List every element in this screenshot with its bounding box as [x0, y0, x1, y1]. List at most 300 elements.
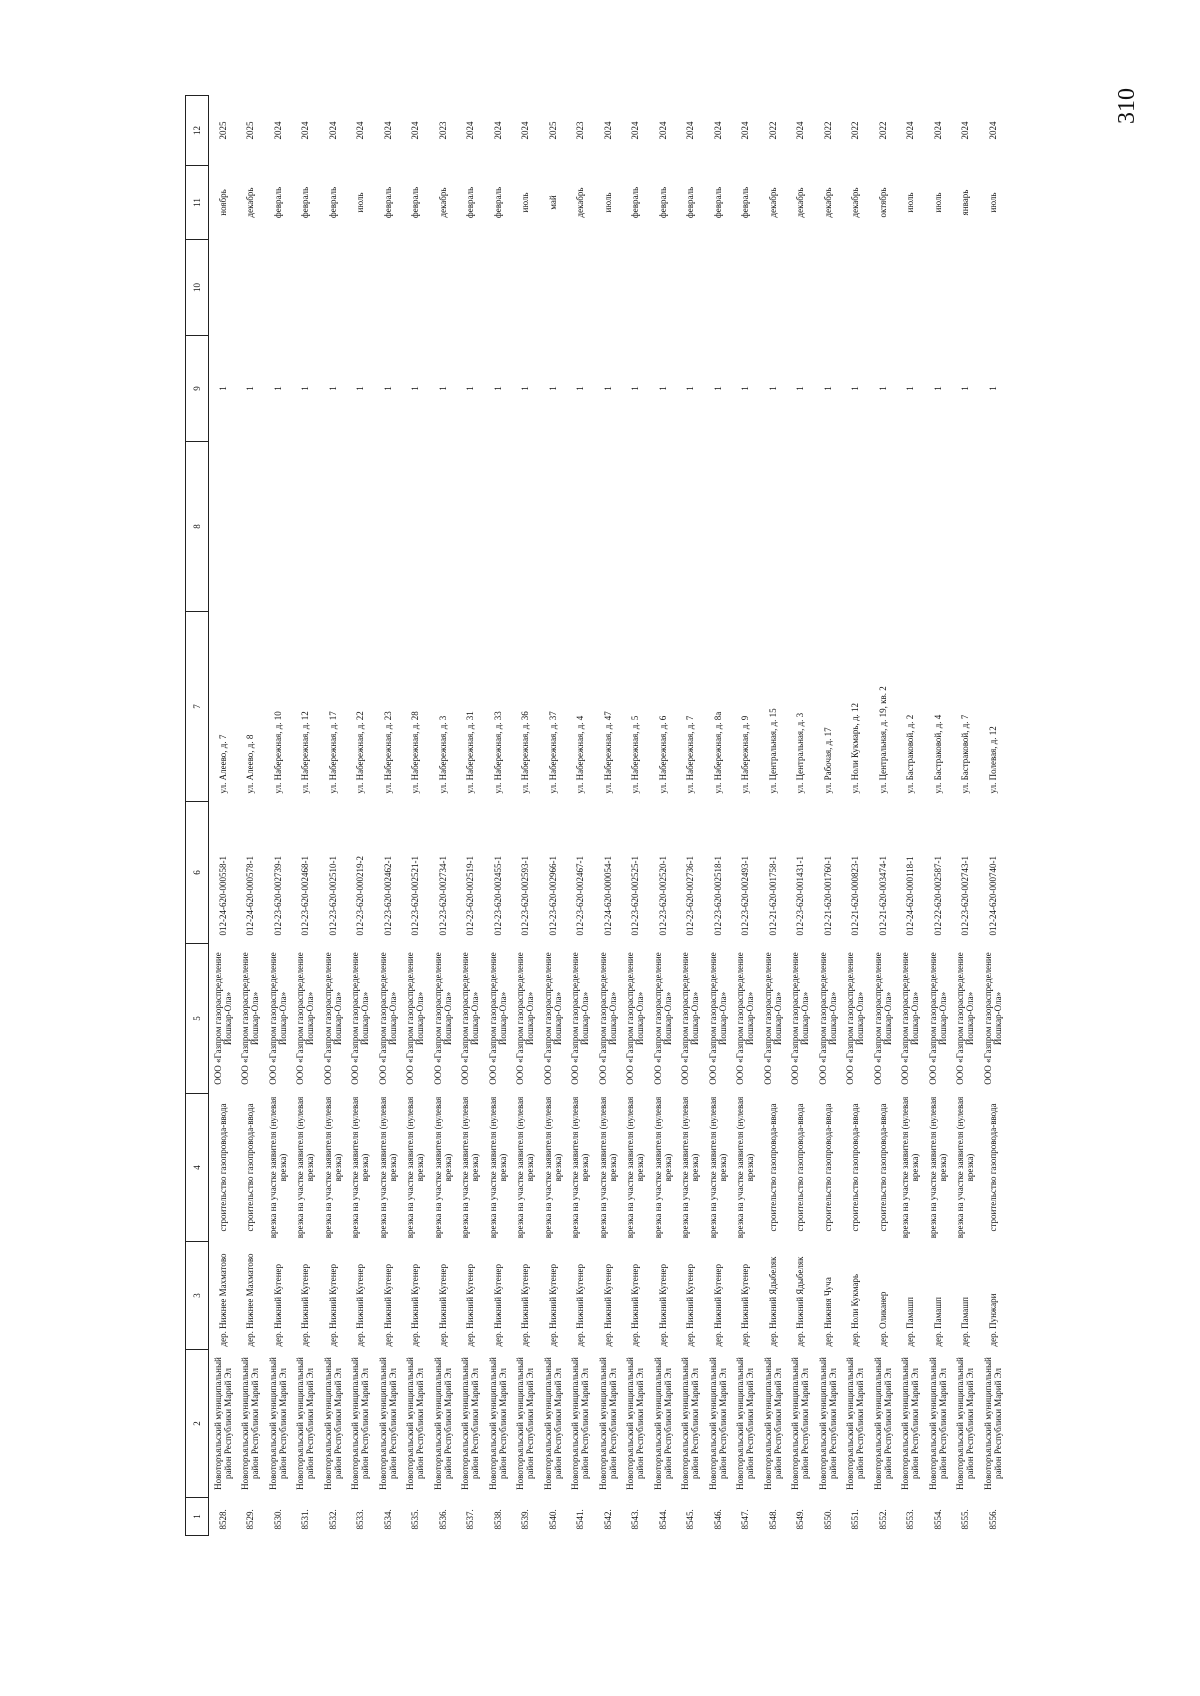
table-row: [402, 96, 430, 1536]
month-cell: декабрь: [767, 187, 778, 218]
district-cell: Новоторъяльский муниципальный район Республики Марий Эл: [872, 1357, 893, 1490]
owner-cell: ООО «Газпром газораспределение Йошкар-Ола»: [515, 952, 536, 1085]
district-cell: Новоторъяльский муниципальный район Республики Марий Эл: [295, 1357, 316, 1490]
quantity-cell: 1: [245, 386, 256, 391]
year-cell: 2022: [877, 121, 888, 140]
row-number: 8540.: [547, 1509, 558, 1530]
row-number: 8531.: [300, 1509, 311, 1530]
owner-cell: ООО «Газпром газораспределение Йошкар-Ола»: [927, 952, 948, 1085]
locality-cell: дер. Нижний Кугенер: [492, 1263, 503, 1347]
district-cell: Новоторъяльский муниципальный район Республики Марий Эл: [405, 1357, 426, 1490]
work-type-cell: врезка на участке заявителя (нулевая врезка): [405, 1096, 426, 1239]
owner-cell: ООО «Газпром газораспределение Йошкар-Ола»: [790, 952, 811, 1085]
column-10-cell: [814, 240, 842, 336]
column-10-cell: [842, 240, 870, 336]
row-number: 8544.: [657, 1509, 668, 1530]
address-cell: ул. Набережная, д. 22: [355, 711, 366, 794]
month-cell: февраль: [327, 186, 338, 219]
row-number: 8529.: [245, 1509, 256, 1530]
district-cell: Новоторъяльский муниципальный район Республики Марий Эл: [350, 1357, 371, 1490]
work-type-cell: врезка на участке заявителя (нулевая врезка): [900, 1096, 921, 1239]
quantity-cell: 1: [932, 386, 943, 391]
year-cell: 2024: [932, 121, 943, 140]
quantity-cell: 1: [465, 386, 476, 391]
district-cell: Новоторъяльский муниципальный район Республики Марий Эл: [240, 1357, 261, 1490]
locality-cell: дер. Ноли Кукмарь: [850, 1274, 861, 1347]
table-row: [484, 96, 512, 1536]
column-8-cell: [567, 442, 595, 612]
row-number: 8547.: [740, 1509, 751, 1530]
column-header-1: 1: [186, 1498, 209, 1536]
code-cell: 012-24-620-000558-1: [217, 856, 228, 936]
column-8-cell: [759, 442, 787, 612]
year-cell: 2024: [300, 121, 311, 140]
district-cell: Новоторъяльский муниципальный район Республики Марий Эл: [625, 1357, 646, 1490]
owner-cell: ООО «Газпром газораспределение Йошкар-Ола»: [817, 952, 838, 1085]
district-cell: Новоторъяльский муниципальный район Республики Марий Эл: [267, 1357, 288, 1490]
year-cell: 2024: [905, 121, 916, 140]
column-10-cell: [704, 240, 732, 336]
locality-cell: дер. Нижний Ядыбеляк: [767, 1256, 778, 1347]
address-cell: ул. Полевая, д. 12: [987, 726, 998, 794]
row-number: 8552.: [877, 1509, 888, 1530]
year-cell: 2024: [740, 121, 751, 140]
month-cell: февраль: [272, 186, 283, 219]
work-type-cell: врезка на участке заявителя (нулевая врезка): [570, 1096, 591, 1239]
column-10-cell: [402, 240, 430, 336]
district-cell: Новоторъяльский муниципальный район Республики Марий Эл: [927, 1357, 948, 1490]
table-row: [539, 96, 567, 1536]
column-8-cell: [622, 442, 650, 612]
row-number: 8550.: [822, 1509, 833, 1530]
quantity-cell: 1: [382, 386, 393, 391]
month-cell: февраль: [657, 186, 668, 219]
year-cell: 2024: [987, 121, 998, 140]
work-type-cell: строительство газопровода-ввода: [245, 1103, 256, 1232]
table-row: [814, 96, 842, 1536]
work-type-cell: строительство газопровода-ввода: [217, 1103, 228, 1232]
column-10-cell: [924, 240, 952, 336]
table-row: [952, 96, 980, 1536]
owner-cell: ООО «Газпром газораспределение Йошкар-Ола»: [762, 952, 783, 1085]
quantity-cell: 1: [547, 386, 558, 391]
work-type-cell: врезка на участке заявителя (нулевая врезка): [652, 1096, 673, 1239]
owner-cell: ООО «Газпром газораспределение Йошкар-Ола»: [845, 952, 866, 1085]
locality-cell: дер. Памашп: [905, 1297, 916, 1347]
quantity-cell: 1: [630, 386, 641, 391]
code-cell: 012-23-620-002467-1: [575, 856, 586, 936]
row-number: 8533.: [355, 1509, 366, 1530]
year-cell: 2023: [575, 121, 586, 140]
quantity-cell: 1: [657, 386, 668, 391]
code-cell: 012-24-620-000054-1: [602, 856, 613, 936]
address-cell: ул. Рабочая, д. 17: [822, 727, 833, 794]
month-cell: февраль: [685, 186, 696, 219]
quantity-cell: 1: [877, 386, 888, 391]
code-cell: 012-24-620-000578-1: [245, 856, 256, 936]
year-cell: 2024: [327, 121, 338, 140]
month-cell: февраль: [382, 186, 393, 219]
code-cell: 012-23-620-002521-1: [410, 856, 421, 936]
column-10-cell: [484, 240, 512, 336]
quantity-cell: 1: [685, 386, 696, 391]
district-cell: Новоторъяльский муниципальный район Республики Марий Эл: [597, 1357, 618, 1490]
work-type-cell: врезка на участке заявителя (нулевая врезка): [377, 1096, 398, 1239]
table-row: [897, 96, 925, 1536]
code-cell: 012-23-620-002455-1: [492, 856, 503, 936]
column-10-cell: [567, 240, 595, 336]
quantity-cell: 1: [767, 386, 778, 391]
locality-cell: дер. Нижний Кугенер: [657, 1263, 668, 1347]
address-cell: ул. Набережная, д. 37: [547, 711, 558, 794]
month-cell: октябрь: [877, 187, 888, 218]
column-10-cell: [594, 240, 622, 336]
table-row: [292, 96, 320, 1536]
row-number: 8532.: [327, 1509, 338, 1530]
work-type-cell: строительство газопровода-ввода: [822, 1103, 833, 1232]
owner-cell: ООО «Газпром газораспределение Йошкар-Ола»: [405, 952, 426, 1085]
owner-cell: ООО «Газпром газораспределение Йошкар-Ола»: [487, 952, 508, 1085]
district-cell: Новоторъяльский муниципальный район Республики Марий Эл: [735, 1357, 756, 1490]
column-header-8: 8: [186, 442, 209, 612]
locality-cell: дер. Памашп: [960, 1297, 971, 1347]
column-8-cell: [787, 442, 815, 612]
address-cell: ул. Бастраковой, д. 4: [932, 714, 943, 794]
column-8-cell: [457, 442, 485, 612]
work-type-cell: врезка на участке заявителя (нулевая врезка): [295, 1096, 316, 1239]
year-cell: 2024: [355, 121, 366, 140]
month-cell: июль: [932, 192, 943, 213]
quantity-cell: 1: [410, 386, 421, 391]
district-cell: Новоторъяльский муниципальный район Республики Марий Эл: [817, 1357, 838, 1490]
column-10-cell: [622, 240, 650, 336]
month-cell: июль: [520, 192, 531, 213]
row-number: 8542.: [602, 1509, 613, 1530]
column-10-cell: [292, 240, 320, 336]
district-cell: Новоторъяльский муниципальный район Республики Марий Эл: [377, 1357, 398, 1490]
month-cell: май: [547, 195, 558, 210]
address-cell: ул. Набережная, д. 3: [437, 715, 448, 794]
year-cell: 2022: [850, 121, 861, 140]
month-cell: январь: [960, 189, 971, 216]
owner-cell: ООО «Газпром газораспределение Йошкар-Ола»: [707, 952, 728, 1085]
year-cell: 2024: [630, 121, 641, 140]
address-cell: ул. Алеево, д. 7: [217, 734, 228, 794]
column-10-cell: [952, 240, 980, 336]
year-cell: 2024: [492, 121, 503, 140]
table-row: [264, 96, 292, 1536]
column-header-4: 4: [186, 1094, 209, 1242]
table-row: [842, 96, 870, 1536]
address-cell: ул. Набережная, д. 17: [327, 711, 338, 794]
column-10-cell: [374, 240, 402, 336]
quantity-cell: 1: [492, 386, 503, 391]
code-cell: 012-23-620-002518-1: [712, 856, 723, 936]
row-number: 8534.: [382, 1509, 393, 1530]
row-number: 8555.: [960, 1509, 971, 1530]
column-8-cell: [952, 442, 980, 612]
owner-cell: ООО «Газпром газораспределение Йошкар-Ола»: [240, 952, 261, 1085]
month-cell: февраль: [492, 186, 503, 219]
year-cell: 2022: [822, 121, 833, 140]
locality-cell: дер. Нижний Кугенер: [712, 1263, 723, 1347]
code-cell: 012-22-620-002587-1: [932, 856, 943, 936]
row-number: 8537.: [465, 1509, 476, 1530]
locality-cell: дер. Нижний Кугенер: [602, 1263, 613, 1347]
quantity-cell: 1: [300, 386, 311, 391]
column-10-cell: [457, 240, 485, 336]
row-number: 8539.: [520, 1509, 531, 1530]
address-cell: ул. Набережная, д. 36: [520, 711, 531, 794]
year-cell: 2025: [245, 121, 256, 140]
row-number: 8543.: [630, 1509, 641, 1530]
year-cell: 2022: [767, 121, 778, 140]
column-10-cell: [429, 240, 457, 336]
work-type-cell: врезка на участке заявителя (нулевая врезка): [707, 1096, 728, 1239]
column-8-cell: [924, 442, 952, 612]
quantity-cell: 1: [217, 386, 228, 391]
column-8-cell: [374, 442, 402, 612]
address-cell: ул. Набережная, д. 4: [575, 715, 586, 794]
locality-cell: дер. Нижний Кугенер: [272, 1263, 283, 1347]
code-cell: 012-23-620-002519-1: [465, 856, 476, 936]
work-type-cell: строительство газопровода-ввода: [850, 1103, 861, 1232]
owner-cell: ООО «Газпром газораспределение Йошкар-Ола»: [212, 952, 233, 1085]
address-cell: ул. Центральная, д. 15: [767, 708, 778, 794]
work-type-cell: врезка на участке заявителя (нулевая врезка): [267, 1096, 288, 1239]
month-cell: декабрь: [437, 187, 448, 218]
column-8-cell: [237, 442, 265, 612]
district-cell: Новоторъяльский муниципальный район Республики Марий Эл: [432, 1357, 453, 1490]
column-8-cell: [594, 442, 622, 612]
locality-cell: дер. Нижний Кугенер: [520, 1263, 531, 1347]
table-row: [237, 96, 265, 1536]
locality-cell: дер. Нижнее Махматово: [245, 1253, 256, 1347]
quantity-cell: 1: [740, 386, 751, 391]
locality-cell: дер. Нижний Кугенер: [575, 1263, 586, 1347]
code-cell: 012-23-620-002739-1: [272, 856, 283, 936]
address-cell: ул. Набережная, д. 9: [740, 715, 751, 794]
address-cell: ул. Набережная, д. 47: [602, 711, 613, 794]
locality-cell: дер. Пунжари: [987, 1293, 998, 1347]
table-row: [319, 96, 347, 1536]
quantity-cell: 1: [272, 386, 283, 391]
quantity-cell: 1: [355, 386, 366, 391]
address-cell: ул. Набережная, д. 10: [272, 711, 283, 794]
year-cell: 2024: [657, 121, 668, 140]
district-cell: Новоторъяльский муниципальный район Республики Марий Эл: [570, 1357, 591, 1490]
district-cell: Новоторъяльский муниципальный район Республики Марий Эл: [845, 1357, 866, 1490]
district-cell: Новоторъяльский муниципальный район Республики Марий Эл: [790, 1357, 811, 1490]
owner-cell: ООО «Газпром газораспределение Йошкар-Ола»: [597, 952, 618, 1085]
work-type-cell: врезка на участке заявителя (нулевая врезка): [680, 1096, 701, 1239]
column-8-cell: [869, 442, 897, 612]
year-cell: 2024: [410, 121, 421, 140]
table-row: [457, 96, 485, 1536]
district-cell: Новоторъяльский муниципальный район Республики Марий Эл: [542, 1357, 563, 1490]
row-number: 8554.: [932, 1509, 943, 1530]
year-cell: 2024: [382, 121, 393, 140]
work-type-cell: строительство газопровода-ввода: [767, 1103, 778, 1232]
code-cell: 012-24-620-000118-1: [905, 856, 916, 936]
column-header-10: 10: [186, 240, 209, 336]
year-cell: 2024: [520, 121, 531, 140]
locality-cell: дер. Нижний Кугенер: [685, 1263, 696, 1347]
table-row: [512, 96, 540, 1536]
work-type-cell: врезка на участке заявителя (нулевая врезка): [432, 1096, 453, 1239]
month-cell: декабрь: [795, 187, 806, 218]
owner-cell: ООО «Газпром газораспределение Йошкар-Ола»: [625, 952, 646, 1085]
address-cell: ул. Набережная, д. 31: [465, 711, 476, 794]
row-number: 8536.: [437, 1509, 448, 1530]
column-8-cell: [842, 442, 870, 612]
owner-cell: ООО «Газпром газораспределение Йошкар-Ола»: [295, 952, 316, 1085]
column-header-3: 3: [186, 1242, 209, 1350]
table-row: [209, 96, 237, 1536]
code-cell: 012-23-620-002743-1: [960, 856, 971, 936]
table-row: [732, 96, 760, 1536]
address-cell: ул. Набережная, д. 7: [685, 715, 696, 794]
year-cell: 2025: [217, 121, 228, 140]
locality-cell: дер. Нижний Кугенер: [327, 1263, 338, 1347]
column-header-12: 12: [186, 96, 209, 166]
month-cell: декабрь: [850, 187, 861, 218]
code-cell: 012-21-620-001760-1: [822, 856, 833, 936]
column-header-9: 9: [186, 336, 209, 442]
row-number: 8538.: [492, 1509, 503, 1530]
column-8-cell: [704, 442, 732, 612]
district-cell: Новоторъяльский муниципальный район Республики Марий Эл: [900, 1357, 921, 1490]
month-cell: февраль: [740, 186, 751, 219]
district-cell: Новоторъяльский муниципальный район Республики Марий Эл: [955, 1357, 976, 1490]
row-number: 8553.: [905, 1509, 916, 1530]
address-cell: ул. Бастраковой, д. 2: [905, 714, 916, 794]
table-row: [704, 96, 732, 1536]
owner-cell: ООО «Газпром газораспределение Йошкар-Ола»: [872, 952, 893, 1085]
district-cell: Новоторъяльский муниципальный район Республики Марий Эл: [322, 1357, 343, 1490]
row-number: 8548.: [767, 1509, 778, 1530]
code-cell: 012-23-620-002510-1: [327, 856, 338, 936]
year-cell: 2024: [272, 121, 283, 140]
month-cell: декабрь: [245, 187, 256, 218]
column-10-cell: [897, 240, 925, 336]
column-8-cell: [484, 442, 512, 612]
locality-cell: дер. Нижний Кугенер: [740, 1263, 751, 1347]
table-row: [924, 96, 952, 1536]
column-8-cell: [402, 442, 430, 612]
quantity-cell: 1: [437, 386, 448, 391]
address-cell: ул. Бастраковой, д. 7: [960, 714, 971, 794]
code-cell: 012-23-620-002525-1: [630, 856, 641, 936]
column-10-cell: [869, 240, 897, 336]
column-10-cell: [759, 240, 787, 336]
locality-cell: дер. Нижний Кугенер: [630, 1263, 641, 1347]
row-number: 8546.: [712, 1509, 723, 1530]
column-10-cell: [979, 240, 1007, 336]
row-number: 8551.: [850, 1509, 861, 1530]
month-cell: февраль: [712, 186, 723, 219]
locality-cell: дер. Нижний Кугенер: [465, 1263, 476, 1347]
code-cell: 012-21-620-000823-1: [850, 856, 861, 936]
column-10-cell: [539, 240, 567, 336]
locality-cell: дер. Нижний Кугенер: [355, 1263, 366, 1347]
address-cell: ул. Набережная, д. 28: [410, 711, 421, 794]
row-number: 8541.: [575, 1509, 586, 1530]
column-8-cell: [677, 442, 705, 612]
table-row: [979, 96, 1007, 1536]
owner-cell: ООО «Газпром газораспределение Йошкар-Ола»: [900, 952, 921, 1085]
district-cell: Новоторъяльский муниципальный район Республики Марий Эл: [652, 1357, 673, 1490]
owner-cell: ООО «Газпром газораспределение Йошкар-Ола»: [432, 952, 453, 1085]
year-cell: 2023: [437, 121, 448, 140]
column-8-cell: [897, 442, 925, 612]
column-header-6: 6: [186, 802, 209, 944]
column-10-cell: [512, 240, 540, 336]
district-cell: Новоторъяльский муниципальный район Республики Марий Эл: [762, 1357, 783, 1490]
page-number: 310: [1114, 88, 1140, 124]
year-cell: 2024: [465, 121, 476, 140]
column-header-5: 5: [186, 944, 209, 1094]
address-cell: ул. Центральная, д. 3: [795, 712, 806, 794]
locality-cell: дер. Оликанер: [877, 1291, 888, 1347]
district-cell: Новоторъяльский муниципальный район Республики Марий Эл: [460, 1357, 481, 1490]
owner-cell: ООО «Газпром газораспределение Йошкар-Ола»: [680, 952, 701, 1085]
quantity-cell: 1: [905, 386, 916, 391]
table-row: [347, 96, 375, 1536]
locality-cell: дер. Нижний Ядыбеляк: [795, 1256, 806, 1347]
quantity-cell: 1: [960, 386, 971, 391]
code-cell: 012-23-620-002520-1: [657, 856, 668, 936]
owner-cell: ООО «Газпром газораспределение Йошкар-Ола»: [350, 952, 371, 1085]
row-number: 8528.: [217, 1509, 228, 1530]
work-type-cell: врезка на участке заявителя (нулевая врезка): [735, 1096, 756, 1239]
table-row: [429, 96, 457, 1536]
table-body: [209, 96, 1007, 1536]
table-row: [567, 96, 595, 1536]
table-row: [787, 96, 815, 1536]
work-type-cell: врезка на участке заявителя (нулевая врезка): [597, 1096, 618, 1239]
work-type-cell: врезка на участке заявителя (нулевая врезка): [460, 1096, 481, 1239]
column-8-cell: [209, 442, 237, 612]
column-10-cell: [319, 240, 347, 336]
month-cell: февраль: [630, 186, 641, 219]
column-8-cell: [292, 442, 320, 612]
code-cell: 012-23-620-002468-1: [300, 856, 311, 936]
quantity-cell: 1: [822, 386, 833, 391]
month-cell: февраль: [300, 186, 311, 219]
quantity-cell: 1: [795, 386, 806, 391]
rotated-table-container: [185, 96, 1003, 1536]
code-cell: 012-23-620-002736-1: [685, 856, 696, 936]
code-cell: 012-23-620-001431-1: [795, 856, 806, 936]
year-cell: 2024: [795, 121, 806, 140]
locality-cell: дер. Памашп: [932, 1297, 943, 1347]
column-8-cell: [732, 442, 760, 612]
address-cell: ул. Ноли Кукмарь, д. 12: [850, 702, 861, 794]
column-8-cell: [979, 442, 1007, 612]
column-10-cell: [264, 240, 292, 336]
address-cell: ул. Набережная, д. 5: [630, 715, 641, 794]
quantity-cell: 1: [575, 386, 586, 391]
code-cell: 012-24-620-000740-1: [987, 856, 998, 936]
district-cell: Новоторъяльский муниципальный район Республики Марий Эл: [982, 1357, 1003, 1490]
owner-cell: ООО «Газпром газораспределение Йошкар-Ола»: [460, 952, 481, 1085]
code-cell: 012-23-620-000219-2: [355, 856, 366, 936]
work-type-cell: врезка на участке заявителя (нулевая врезка): [322, 1096, 343, 1239]
address-cell: ул. Набережная, д. 23: [382, 711, 393, 794]
year-cell: 2024: [960, 121, 971, 140]
column-8-cell: [649, 442, 677, 612]
